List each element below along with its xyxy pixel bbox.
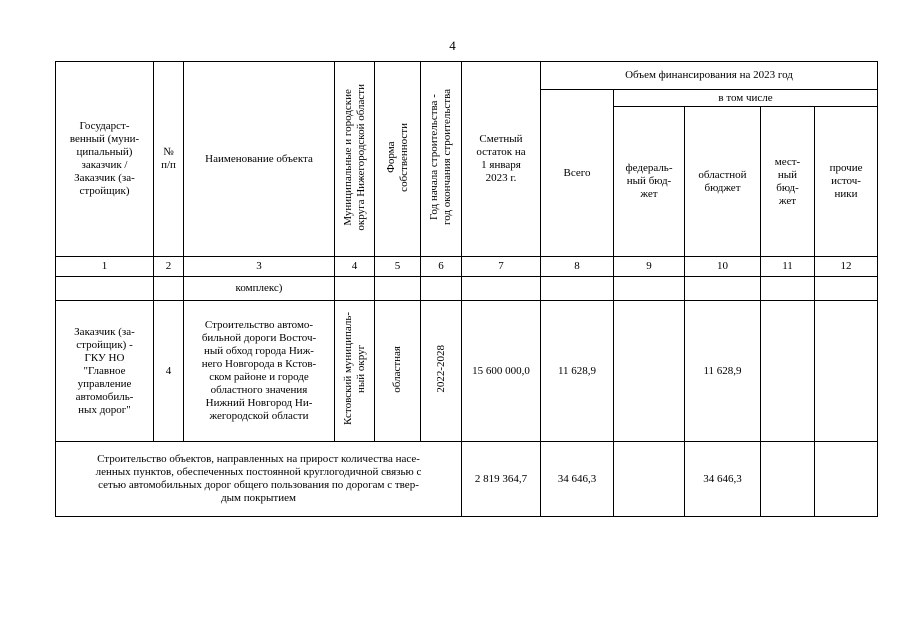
row-total: 11 628,9 [541, 301, 614, 442]
column-number: 11 [761, 257, 815, 277]
column-number: 8 [541, 257, 614, 277]
row-federal [614, 301, 685, 442]
row-ownership: областная [391, 345, 403, 393]
header-balance: Сметный остаток на 1 января 2023 г. [462, 62, 541, 257]
header-funding-total: Объем финансирования на 2023 год [541, 62, 878, 90]
header-municipality: Муниципальные и городские округа Нижегородской области [341, 83, 367, 231]
column-number: 12 [815, 257, 878, 277]
summary-row [56, 442, 878, 517]
header-years: Год начала строительства - год окончания строительства [428, 89, 453, 225]
column-number: 9 [614, 257, 685, 277]
summary-total: 34 646,3 [541, 442, 614, 517]
header-customer: Государст- венный (муни- ципальный) заказчик / Заказчик (за- стройщик) [56, 62, 154, 257]
column-number: 2 [154, 257, 184, 277]
row-years: 2022-2028 [434, 345, 447, 393]
header-number: № п/п [154, 62, 184, 257]
summary-balance: 2 819 364,7 [462, 442, 541, 517]
continuation-row [56, 277, 878, 301]
header-municipality-cell [335, 62, 375, 257]
header-ownership: Форма собственности [384, 122, 410, 192]
row-customer: Заказчик (за- стройщик) - ГКУ НО "Главное управление автомобиль- ных дорог" [56, 301, 154, 442]
row-municipality-cell [335, 301, 375, 442]
row-balance: 15 600 000,0 [462, 301, 541, 442]
summary-federal [614, 442, 685, 517]
financing-table [55, 61, 878, 517]
row-local [761, 301, 815, 442]
row-regional: 11 628,9 [685, 301, 761, 442]
column-number: 6 [421, 257, 462, 277]
header-other: прочие источ- ники [815, 107, 878, 257]
summary-other [815, 442, 878, 517]
summary-text: Строительство объектов, направленных на прирост количества насе- ленных пунктов, обеспеченных постоянной круглогодичной связью с сетью автомобильных дорог общего пользования по дорогам с твер- дым покрытием [56, 442, 462, 517]
column-number: 4 [335, 257, 375, 277]
column-number-row [56, 257, 878, 277]
table-row [56, 301, 878, 442]
header-local: мест- ный бюд- жет [761, 107, 815, 257]
header-ownership-cell [375, 62, 421, 257]
continuation-text: комплекс) [184, 277, 335, 301]
header-federal: федераль- ный бюд- жет [614, 107, 685, 257]
header-years-cell [421, 62, 462, 257]
summary-local [761, 442, 815, 517]
row-number: 4 [154, 301, 184, 442]
row-ownership-cell [375, 301, 421, 442]
row-other [815, 301, 878, 442]
row-object-name: Строительство автомо- бильной дороги Восточ- ный обход города Ниж- него Новгорода в Кстов- ском районе и городе областного значения Нижний Новгород Ни- жегородской области [184, 301, 335, 442]
header-object-name: Наименование объекта [184, 62, 335, 257]
header-total: Всего [541, 90, 614, 257]
header-regional: областной бюджет [685, 107, 761, 257]
row-years-cell [421, 301, 462, 442]
column-number: 10 [685, 257, 761, 277]
column-number: 1 [56, 257, 154, 277]
summary-regional: 34 646,3 [685, 442, 761, 517]
row-municipality: Кстовский муниципаль- ный округ [341, 312, 367, 426]
header-including: в том числе [614, 90, 878, 107]
column-number: 3 [184, 257, 335, 277]
page-number: 4 [449, 38, 456, 53]
column-number: 7 [462, 257, 541, 277]
column-number: 5 [375, 257, 421, 277]
